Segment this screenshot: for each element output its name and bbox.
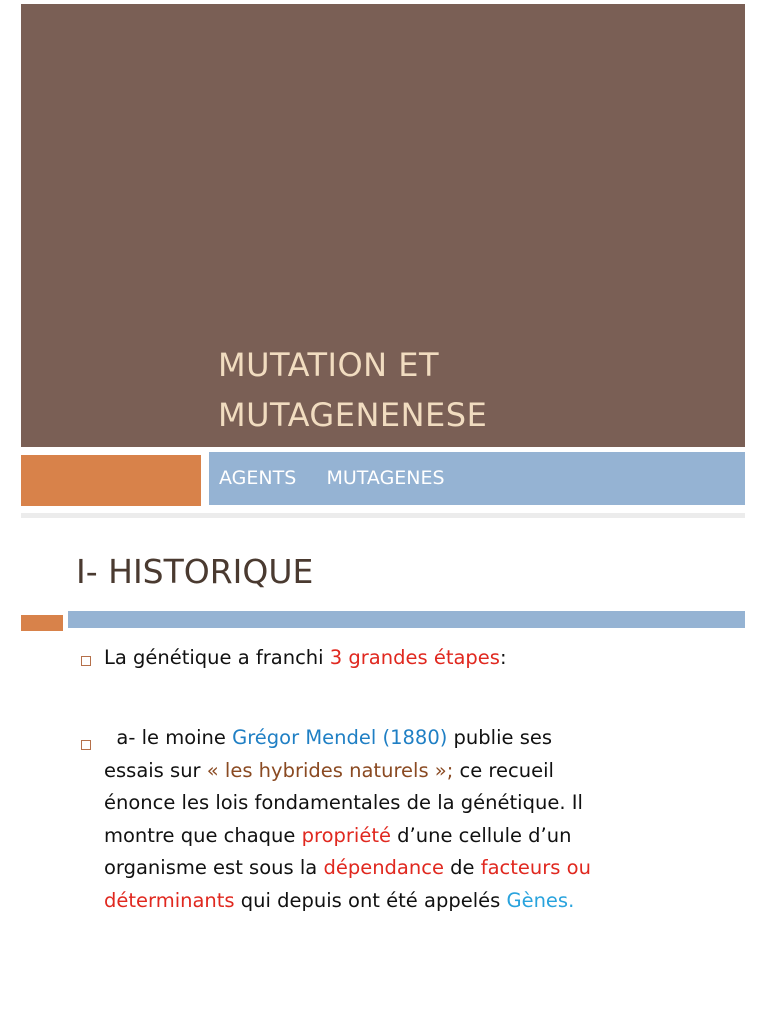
bullet-1-suffix: : <box>499 646 507 669</box>
bullet-item-2 <box>104 722 591 917</box>
genes-highlight: Gènes. <box>506 888 575 912</box>
para-row-1 <box>104 722 591 755</box>
facteurs-highlight: facteurs ou <box>480 856 591 879</box>
hybrides-highlight: « les hybrides naturels »; <box>206 758 454 782</box>
text-segment: énonce les lois fondamentales de la génétique. Il <box>104 791 583 814</box>
text-segment: publie ses <box>447 726 553 749</box>
title-line-1: MUTATION ET <box>218 346 440 384</box>
text-segment: d’une cellule d’un <box>390 823 572 847</box>
determinants-highlight: déterminants <box>104 888 235 912</box>
text-segment: organisme est sous la <box>104 856 324 879</box>
subtitle-bar <box>209 452 745 505</box>
text-segment: de <box>443 856 481 879</box>
heading-blue-bar <box>68 611 745 628</box>
bullet-item-1 <box>104 646 507 669</box>
para-row-5 <box>104 852 591 885</box>
para-row-4 <box>104 820 591 853</box>
para-row-6 <box>104 885 591 918</box>
bullet-1-highlight: 3 grandes étapes <box>329 646 500 669</box>
slide-divider <box>21 513 745 518</box>
text-segment: essais sur <box>104 758 207 782</box>
title-line-2: MUTAGENENESE <box>218 396 488 434</box>
section-heading: I- HISTORIQUE <box>76 552 314 591</box>
dependance-highlight: dépendance <box>323 856 444 879</box>
text-segment: a- le moine <box>116 726 233 749</box>
bullet-1-text: La génétique a franchi <box>104 646 330 669</box>
para-row-2 <box>104 755 591 788</box>
text-segment: ce recueil <box>453 758 554 782</box>
text-segment: qui depuis ont été appelés <box>234 888 507 912</box>
propriete-highlight: propriété <box>301 823 391 847</box>
text-segment: montre que chaque <box>104 823 302 847</box>
mendel-highlight: Grégor Mendel (1880) <box>232 726 448 749</box>
square-bullet-icon <box>81 656 91 666</box>
square-bullet-icon <box>81 740 91 750</box>
orange-accent-bar <box>21 455 201 506</box>
subtitle-text: AGENTS MUTAGENES <box>219 467 445 489</box>
para-row-3 <box>104 787 591 820</box>
title-slide-heading <box>218 340 487 440</box>
heading-orange-bar <box>21 615 63 631</box>
